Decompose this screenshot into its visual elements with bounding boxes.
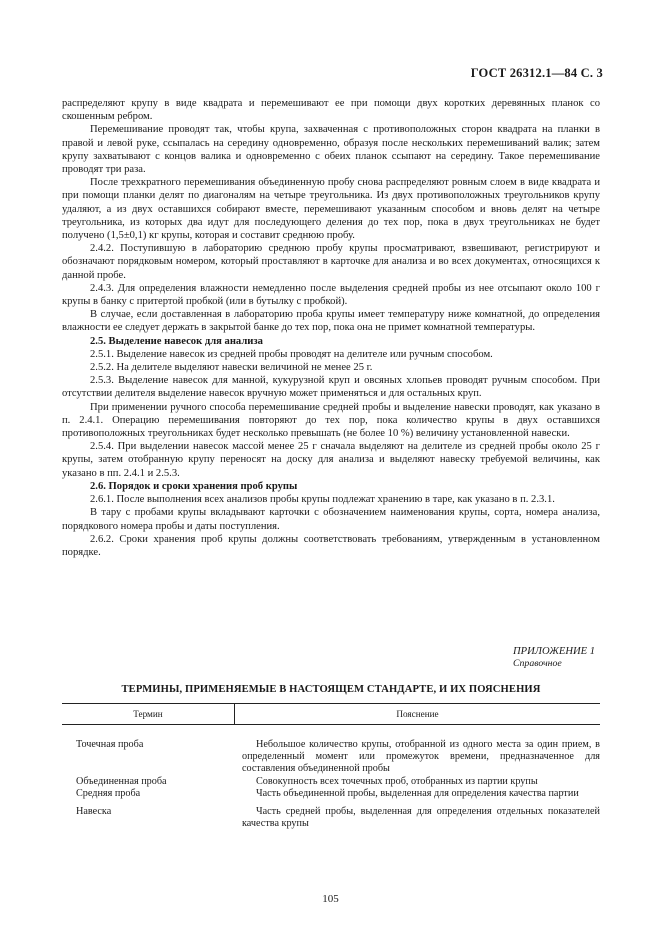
appendix-title: ТЕРМИНЫ, ПРИМЕНЯЕМЫЕ В НАСТОЯЩЕМ СТАНДАРТЕ, И ИХ ПОЯСНЕНИЯ	[121, 684, 541, 695]
paragraph: 2.5.4. При выделении навесок массой менее 25 г сначала выделяют на делителе из средней пробы около 25 г крупы, затем отобранную крупу переносят на доску для анализа и выделяют навеску требуемой величины, как указано в пп. 2.4.1 и 2.5.3.	[62, 441, 600, 479]
terms-table-header	[62, 703, 600, 725]
terms-table-body	[62, 739, 600, 830]
appendix-number: ПРИЛОЖЕНИЕ 1	[513, 646, 596, 657]
terms-table	[62, 703, 600, 830]
paragraph: 2.5.3. Выделение навесок для манной, кукурузной круп и овсяных хлопьев проводят ручным способом. При отсутствии делителя выделение навесок вручную может применяться и для остальных круп.	[62, 375, 600, 400]
appendix-label	[513, 646, 603, 670]
definition-cell: Совокупность всех точечных проб, отобранных из партии крупы	[256, 775, 538, 787]
paragraph: распределяют крупу в виде квадрата и перемешивают ее при помощи двух коротких деревянных планок со скошенным ребром.	[62, 98, 600, 123]
paragraph: В случае, если доставленная в лабораторию проба крупы имеет температуру ниже комнатной, до определения влажности ее следует держать в закрытой банке до тех пор, пока она не примет комнатной температуры.	[62, 309, 600, 334]
definition-cell: Небольшое количество крупы, отобранной из одного места за один прием, в определенный момент или промежуток времени, предназначенное для составления объединенной пробы	[242, 739, 600, 775]
header-term: Термин	[62, 704, 235, 724]
paragraph: 2.5.1. Выделение навесок из средней пробы проводят на делителе или ручным способом.	[90, 348, 493, 360]
table-row	[62, 739, 600, 776]
term-cell: Объединенная проба	[76, 775, 167, 787]
paragraph: 2.4.3. Для определения влажности немедленно после выделения средней пробы из нее отсыпают около 100 г крупы в банку с притертой пробкой (или в бутылку с пробкой).	[62, 282, 600, 308]
header-explanation: Пояснение	[396, 708, 439, 719]
page-number: 105	[322, 893, 339, 905]
term-cell: Средняя проба	[76, 787, 141, 799]
table-row	[62, 788, 600, 800]
appendix-type: Справочное	[513, 658, 562, 669]
term-cell: Навеска	[76, 806, 112, 818]
paragraph: 2.6.1. После выполнения всех анализов пробы крупы подлежат хранению в таре, как указано в п. 2.3.1.	[90, 494, 555, 506]
table-row	[62, 776, 600, 788]
paragraph: 2.4.2. Поступившую в лабораторию среднюю пробу крупы просматривают, взвешивают, регистрируют и обозначают порядковым номером, который проставляют в карточке для анализа и во всех документах, относящихся к данной пробе.	[62, 243, 600, 281]
paragraph: После трехкратного перемешивания объединенную пробу снова распределяют ровным слоем в виде квадрата и при помощи планки делят по диагоналям на четыре треугольника. Из двух противоположных треугольников крупу удаляют, а из двух оставшихся собирают вместе, перемешивают указанным способом и вновь делят на четыре треугольника, из которых два идут для последующего деления до тех пор, пока в двух треугольниках не будет получено (1,5±0,1) кг крупы, которая и составит среднюю пробу.	[62, 177, 600, 242]
body-text	[62, 97, 600, 559]
definition-cell: Часть объединенной пробы, выделенная для определения качества партии	[256, 787, 579, 799]
table-row	[62, 806, 600, 830]
term-cell: Точечная проба	[76, 739, 144, 750]
definition-cell: Часть средней пробы, выделенная для определения отдельных показателей качества крупы	[242, 806, 600, 830]
section-heading: 2.6. Порядок и сроки хранения проб крупы	[90, 480, 298, 492]
paragraph: 2.5.2. На делителе выделяют навески величиной не менее 25 г.	[90, 362, 373, 374]
paragraph: Перемешивание проводят так, чтобы крупа, захваченная с противоположных сторон квадрата на планки в правой и левой руке, ссыпалась на середину одновременно, образуя после нескольких перемешиваний валик; затем крупу захватывают с концов валика и одновременно с обеих планок ссыпают на середину. Такое перемешивание проводят три раза.	[62, 124, 600, 176]
paragraph: При применении ручного способа перемешивание средней пробы и выделение навески проводят, как указано в п. 2.4.1. Операцию перемешивания повторяют до тех пор, пока количество крупы в двух оставшихся противоположных треугольниках будет несколько превышать (не более 10 %) величину установленной навески.	[62, 401, 600, 440]
page-header: ГОСТ 26312.1—84 С. 3	[470, 66, 603, 80]
paragraph: В тару с пробами крупы вкладывают карточки с обозначением наименования крупы, сорта, номера анализа, порядкового номера пробы и даты поступления.	[62, 507, 600, 532]
section-heading: 2.5. Выделение навесок для анализа	[90, 335, 263, 347]
paragraph: 2.6.2. Сроки хранения проб крупы должны соответствовать требованиям, утвержденным в установленном порядке.	[62, 533, 600, 558]
